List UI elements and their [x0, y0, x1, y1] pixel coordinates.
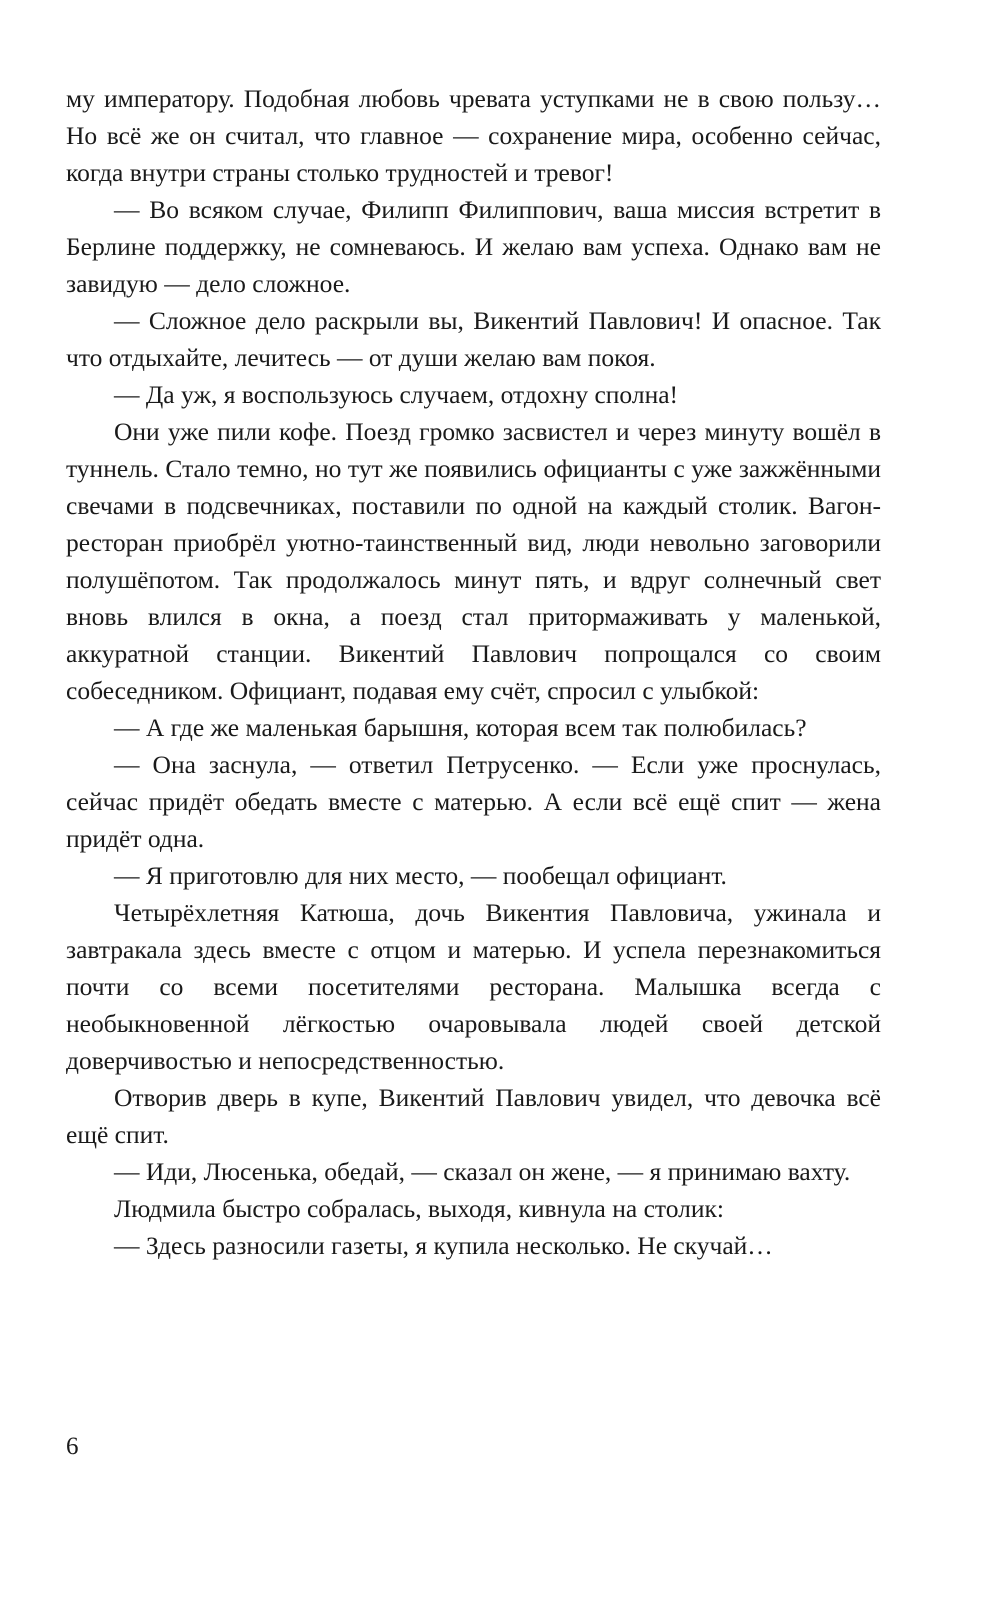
page-number: 6 — [66, 1433, 79, 1460]
paragraph-6: — А где же маленькая барышня, которая всем так полюбилась? — [114, 713, 807, 742]
paragraph-12: Людмила быстро собралась, выходя, кивнула на столик: — [114, 1194, 724, 1223]
paragraph-13: — Здесь разносили газеты, я купила несколько. Не скучай… — [114, 1231, 773, 1260]
paragraph-4: — Да уж, я воспользуюсь случаем, отдохну сполна! — [114, 380, 679, 409]
paragraph-1: му императору. Подобная любовь чревата уступками не в свою пользу… Но всё же он считал, что главное — сохранение мира, особенно сейчас, когда внутри страны столько трудностей и тревог! — [66, 84, 881, 187]
paragraph-9: Четырёхлетняя Катюша, дочь Викентия Павловича, ужинала и завтракала здесь вместе с отцом и матерью. И успела перезнакомиться почти со всеми посетителями ресторана. Малышка всегда с необыкновенной лёгкостью очаровывала людей своей детской доверчивостью и непосредственностью. — [66, 898, 881, 1075]
paragraph-2: — Во всяком случае, Филипп Филиппович, ваша миссия встретит в Берлине поддержку, не сомневаюсь. И желаю вам успеха. Однако вам не завидую — дело сложное. — [66, 195, 881, 298]
paragraph-7: — Она заснула, — ответил Петрусенко. — Если уже проснулась, сейчас придёт обедать вместе с матерью. А если всё ещё спит — жена придёт одна. — [66, 750, 881, 853]
paragraph-5: Они уже пили кофе. Поезд громко засвистел и через минуту вошёл в туннель. Стало темно, но тут же появились официанты с уже зажжёнными свечами в подсвечниках, поставили по одной на каждый столик. Вагон-ресторан приобрёл уютно-таинственный вид, люди невольно заговорили полушёпотом. Так продолжалось минут пять, и вдруг солнечный свет вновь влился в окна, а поезд стал притормаживать у маленькой, аккуратной станции. Викентий Павлович попрощался со своим собеседником. Официант, подавая ему счёт, спросил с улыбкой: — [66, 417, 881, 705]
paragraph-8: — Я приготовлю для них место, — пообещал официант. — [114, 861, 727, 890]
page-body — [66, 80, 881, 1264]
paragraph-11: — Иди, Люсенька, обедай, — сказал он жене, — я принимаю вахту. — [114, 1157, 851, 1186]
paragraph-10: Отворив дверь в купе, Викентий Павлович увидел, что девочка всё ещё спит. — [66, 1083, 881, 1149]
paragraph-3: — Сложное дело раскрыли вы, Викентий Павлович! И опасное. Так что отдыхайте, лечитесь — от души желаю вам покоя. — [66, 306, 881, 372]
